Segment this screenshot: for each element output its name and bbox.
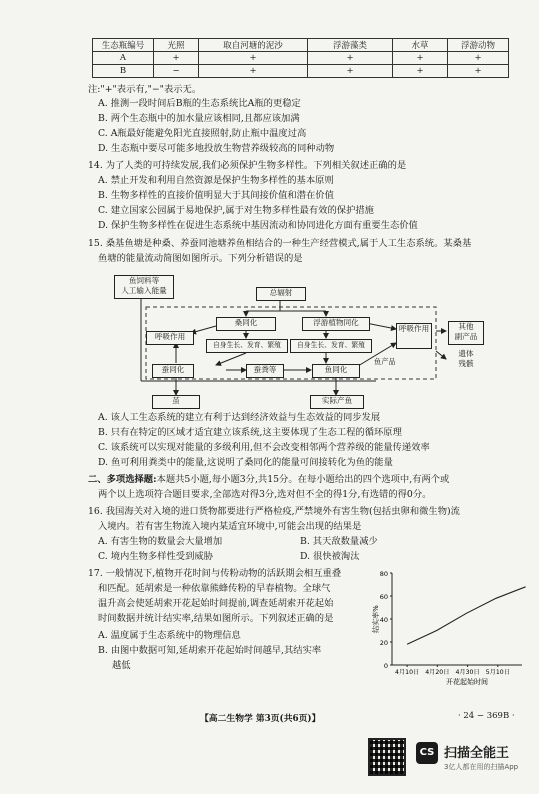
q17-option-b-cont: 越低 bbox=[112, 660, 131, 671]
table-cell: + bbox=[448, 52, 509, 65]
q15-option-c: C. 该系统可以实现对能量的多级利用,但不会改变相邻两个营养级的能量传递效率 bbox=[98, 442, 430, 453]
x-tick-label: 4月20日 bbox=[425, 669, 450, 676]
table-cell: − bbox=[154, 65, 199, 78]
q16-option-c: C. 境内生物多样性受到威胁 bbox=[98, 551, 213, 562]
y-tick-label: 20 bbox=[379, 639, 388, 647]
table-cell: + bbox=[199, 52, 308, 65]
page-code: · 24 − 369B · bbox=[458, 711, 515, 721]
table-header: 光照 bbox=[154, 39, 199, 52]
q16-stem-cont: 入境内。若有害生物流入境内某适宜环境中,可能会出现的结果是 bbox=[98, 521, 362, 532]
table-header: 生态瓶编号 bbox=[93, 39, 154, 52]
silkworm-assimilation-box: 蚕同化 bbox=[152, 364, 194, 378]
q17-line-4: 时间数据并统计结实率,结果如图所示。下列叙述正确的是 bbox=[98, 613, 334, 624]
x-axis-label: 开花起始时间 bbox=[446, 678, 488, 686]
q15-option-d: D. 鱼可利用粪类中的能量,这说明了桑同化的能量可间接转化为鱼的能量 bbox=[98, 457, 393, 468]
table-header: 取自河塘的泥沙 bbox=[199, 39, 308, 52]
q17-option-b: B. 由图中数据可知,延胡索开花起始时间越早,其结实率 bbox=[98, 645, 322, 656]
table-row bbox=[93, 65, 509, 78]
q16-stem: 16. 我国海关对入境的进口货物都要进行严格检疫,严禁境外有害生物(包括虫卵和微生物)流 bbox=[88, 506, 460, 517]
table-header: 水草 bbox=[393, 39, 448, 52]
respiration-left-box: 呼吸作用 bbox=[146, 331, 194, 345]
chart-svg bbox=[370, 565, 530, 687]
section2-text: 本题共5小题,每小题3分,共15分。在每小题给出的四个选项中,有两个或 bbox=[156, 474, 450, 485]
qr-code bbox=[368, 738, 406, 776]
table-cell: + bbox=[308, 52, 393, 65]
q14-option-a: A. 禁止开发和利用自然资源是保护生物多样性的基本原则 bbox=[98, 175, 334, 186]
table-cell: + bbox=[199, 65, 308, 78]
fruit-rate-chart bbox=[370, 565, 530, 687]
eco-bottle-table bbox=[92, 38, 509, 78]
q13-option-a: A. 推测一段时间后B瓶的生态系统比A瓶的更稳定 bbox=[98, 98, 301, 109]
energy-flow-diagram bbox=[96, 271, 496, 409]
section2-title: 二、多项选择题: bbox=[88, 474, 157, 485]
fish-assimilation-box: 鱼同化 bbox=[312, 364, 360, 378]
table-cell: + bbox=[448, 65, 509, 78]
q17-line-2: 和匹配。延胡索是一种依靠熊蜂传粉的早春植物。全球气 bbox=[98, 583, 331, 594]
growth-right-box: 自身生长、发育、繁殖 bbox=[290, 339, 372, 353]
respiration-right-label: 呼吸作用 bbox=[398, 324, 430, 333]
q13-option-d: D. 生态瓶中要尽可能多地投放生物营养级较高的同种动物 bbox=[98, 143, 335, 154]
table-cell: B bbox=[93, 65, 154, 78]
q17-line-3: 温升高会使延胡索开花起始时间提前,调查延胡索开花起始 bbox=[98, 598, 334, 609]
y-tick-label: 40 bbox=[379, 616, 388, 624]
q14-stem: 14. 为了人类的可持续发展,我们必须保护生物多样性。下列相关叙述正确的是 bbox=[88, 160, 407, 171]
other-products-label: 其他 副产品 bbox=[454, 322, 478, 341]
scanner-app-name: 扫描全能王 bbox=[444, 746, 510, 761]
feces-box: 蚕粪等 bbox=[246, 364, 284, 378]
fish-product-label: 鱼产品 bbox=[374, 357, 396, 366]
y-tick-label: 0 bbox=[383, 662, 388, 670]
table-row bbox=[93, 52, 509, 65]
growth-left-box: 自身生长、发育、繁殖 bbox=[206, 339, 288, 353]
other-products-box bbox=[448, 321, 484, 345]
feed-label: 鱼饲料等 人工输入能量 bbox=[121, 276, 167, 295]
q14-option-d: D. 保护生物多样性在促进生态系统中基因流动和协同进化方面有重要生态价值 bbox=[98, 220, 418, 231]
table-header: 浮游藻类 bbox=[308, 39, 393, 52]
scanner-slogan: 3亿人都在用的扫描App bbox=[444, 763, 519, 771]
q15-option-a: A. 该人工生态系统的建立有利于达到经济效益与生态效益的同步发展 bbox=[98, 412, 381, 423]
q15-option-b: B. 只有在特定的区域才适宜建立该系统,这主要体现了生态工程的循环原理 bbox=[98, 427, 402, 438]
cocoon-box: 茧 bbox=[152, 395, 200, 409]
solar-radiation-box: 总辐射 bbox=[256, 287, 306, 301]
section2-header bbox=[88, 474, 449, 486]
q17-line-1: 17. 一般情况下,植物开花时间与传粉动物的活跃期会相互重叠 bbox=[88, 568, 342, 579]
table-cell: A bbox=[93, 52, 154, 65]
table-cell: + bbox=[393, 52, 448, 65]
table-cell: + bbox=[154, 52, 199, 65]
respiration-right-box bbox=[396, 323, 432, 349]
q15-stem-cont: 鱼塘的能量流动简图如图所示。下列分析错误的是 bbox=[98, 253, 303, 264]
q14-option-b: B. 生物多样性的直接价值明显大于其间接价值和潜在价值 bbox=[98, 190, 334, 201]
mulberry-assimilation-box: 桑同化 bbox=[216, 317, 276, 331]
series-line bbox=[407, 587, 525, 645]
y-tick-label: 60 bbox=[379, 593, 388, 601]
table-header: 浮游动物 bbox=[448, 39, 509, 52]
table-header-row bbox=[93, 39, 509, 52]
y-axis-label: 结实率% bbox=[372, 605, 380, 633]
x-tick-label: 5月10日 bbox=[485, 669, 510, 676]
section2-text-cont: 两个以上选项符合题目要求,全部选对得3分,选对但不全的得1分,有选错的得0分。 bbox=[98, 489, 432, 500]
phytoplankton-assimilation-box: 浮游植物同化 bbox=[302, 317, 370, 331]
actual-fish-yield-box: 实际产鱼 bbox=[310, 395, 364, 409]
table-note: 注:"+"表示有,"−"表示无。 bbox=[88, 84, 202, 95]
page-footer-title: 【高二生物学 第3页(共6页)】 bbox=[200, 714, 321, 724]
q16-option-d: D. 很快被淘汰 bbox=[300, 551, 360, 562]
q16-option-a: A. 有害生物的数量会大量增加 bbox=[98, 536, 223, 547]
q13-option-c: C. A瓶最好能避免阳光直接照射,防止瓶中温度过高 bbox=[98, 128, 307, 139]
q16-option-b: B. 其天敌数量减少 bbox=[300, 536, 378, 547]
x-tick-label: 4月10日 bbox=[395, 669, 420, 676]
camscanner-logo-icon: CS bbox=[416, 742, 438, 764]
remains-label: 遗体 残骸 bbox=[458, 349, 474, 368]
y-tick-label: 80 bbox=[379, 570, 388, 578]
q13-option-b: B. 两个生态瓶中的加水量应该相同,且都应该加满 bbox=[98, 113, 300, 124]
q15-stem: 15. 桑基鱼塘是种桑、养蚕同池塘养鱼相结合的一种生产经营模式,属于人工生态系统。某桑基 bbox=[88, 238, 472, 249]
feed-box bbox=[114, 275, 174, 299]
table-cell: + bbox=[393, 65, 448, 78]
table-cell: + bbox=[308, 65, 393, 78]
q17-option-a: A. 温度属于生态系统中的物理信息 bbox=[98, 630, 241, 641]
q14-option-c: C. 建立国家公园属于易地保护,属于对生物多样性最有效的保护措施 bbox=[98, 205, 374, 216]
x-tick-label: 4月30日 bbox=[455, 669, 480, 676]
